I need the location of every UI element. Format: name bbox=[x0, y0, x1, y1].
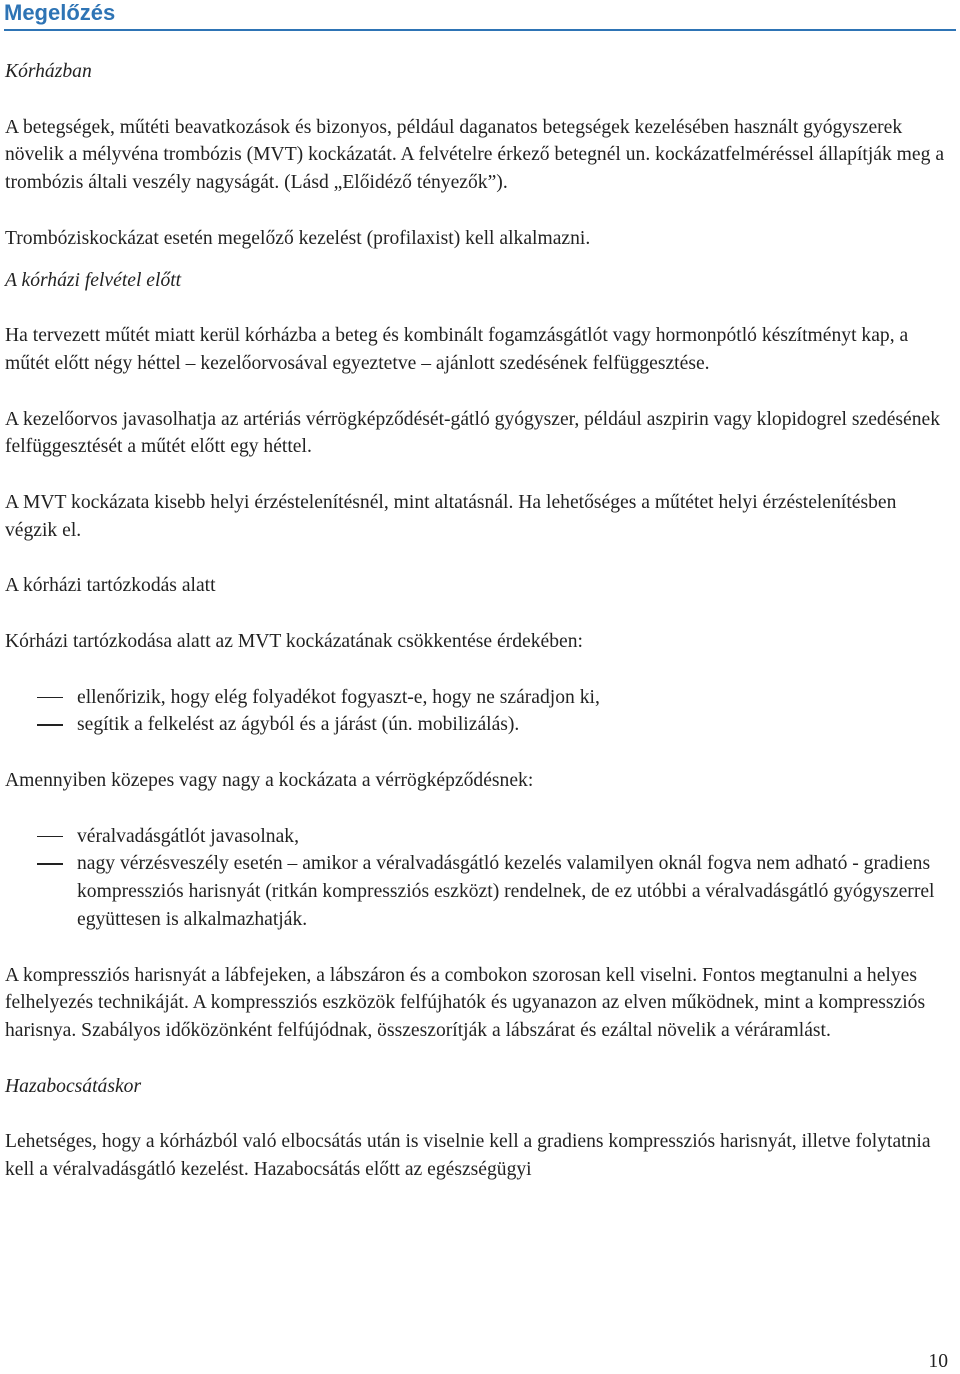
subheading-korhazban: Kórházban bbox=[5, 61, 92, 82]
paragraph-hazabocsataskor-1: Lehetséges, hogy a kórházból való elbocsátás után is viselnie kell a gradiens kompressziós harisnyát, illetve folytatnia kell a véralvadásgátló kezelést. Hazabocsátás előtt az egészségügyi bbox=[5, 1131, 931, 1181]
dash-bullet-icon bbox=[37, 836, 63, 838]
list-item bbox=[5, 684, 945, 712]
list-item-text: nagy vérzésveszély esetén – amikor a véralvadásgátló kezelés valamilyen oknál fogva nem adható - gradiens kompressziós harisnyát (ritkán kompressziós eszközt) rendelnek, de ez utóbbi a véralvadásgátló gyógyszerrel együttesen is alkalmazhatják. bbox=[77, 853, 935, 930]
paragraph-korhazban-1: A betegségek, műtéti beavatkozások és bizonyos, például daganatos betegségek kezelésében használt gyógyszerek növelik a mélyvéna trombózis (MVT) kockázatát. A felvételre érkező betegnél un. kockázatfelméréssel állapítják meg a trombózis általi veszély nagyságát. (Lásd „Előidéző tényezők”). bbox=[5, 116, 945, 194]
subheading-felvetel-elott: A kórházi felvétel előtt bbox=[5, 269, 182, 291]
paragraph-korhazban-2: Trombóziskockázat esetén megelőző kezelést (profilaxist) kell alkalmazni. bbox=[5, 227, 591, 249]
list-item-text: ellenőrizik, hogy elég folyadékot fogyaszt-e, hogy ne száradjon ki, bbox=[77, 686, 600, 708]
list-item bbox=[5, 850, 945, 933]
list-item-text: véralvadásgátlót javasolnak, bbox=[77, 825, 299, 847]
paragraph-tartozkodas-intro2: Amennyiben közepes vagy nagy a kockázata a vérrögképződésnek: bbox=[5, 769, 534, 791]
paragraph-kompresszios: A kompressziós harisnyát a lábfejeken, a lábszáron és a combokon szorosan kell viselni. Fontos megtanulni a helyes felhelyezés technikáját. A kompressziós eszközök felfújhatók és ugyanazon az elven működnek, mint a kompressziós harisnya. Szabályos időközönként felfújódnak, összeszorítják a lábszárat és ezáltal növelik a véráramlást. bbox=[5, 964, 926, 1042]
dash-bullet-icon bbox=[37, 697, 63, 699]
dash-bullet-icon bbox=[37, 863, 63, 865]
paragraph-tartozkodas-intro: Kórházi tartózkodása alatt az MVT kockázatának csökkentése érdekében: bbox=[5, 630, 583, 652]
subheading-tartozkodas-alatt: A kórházi tartózkodás alatt bbox=[5, 575, 216, 597]
paragraph-felvetel-1: Ha tervezett műtét miatt kerül kórházba a beteg és kombinált fogamzásgátlót vagy hormonpótló készítményt kap, a műtét előtt négy héttel – kezelőorvosával egyeztetve – ajánlott szedésének felfüggesztése. bbox=[5, 325, 909, 374]
document-body bbox=[5, 58, 945, 1212]
dash-list-1 bbox=[5, 684, 945, 740]
page-number: 10 bbox=[928, 1351, 948, 1372]
list-item bbox=[5, 711, 945, 739]
dash-bullet-icon bbox=[37, 724, 63, 726]
paragraph-felvetel-3: A MVT kockázata kisebb helyi érzéstelenítésnél, mint altatásnál. Ha lehetőséges a műtétet helyi érzéstelenítésben végzik el. bbox=[5, 491, 897, 541]
list-item-text: segítik a felkelést az ágyból és a járást (ún. mobilizálás). bbox=[77, 714, 520, 736]
list-item bbox=[5, 823, 945, 851]
section-heading: Megelőzés bbox=[4, 0, 956, 31]
dash-list-2 bbox=[5, 823, 945, 934]
paragraph-felvetel-2: A kezelőorvos javasolhatja az artériás vérrögképződését-gátló gyógyszer, például aszpirin vagy klopidogrel szedésének felfüggesztését a műtét előtt egy héttel. bbox=[5, 408, 941, 458]
subheading-hazabocsataskor: Hazabocsátáskor bbox=[5, 1075, 142, 1097]
